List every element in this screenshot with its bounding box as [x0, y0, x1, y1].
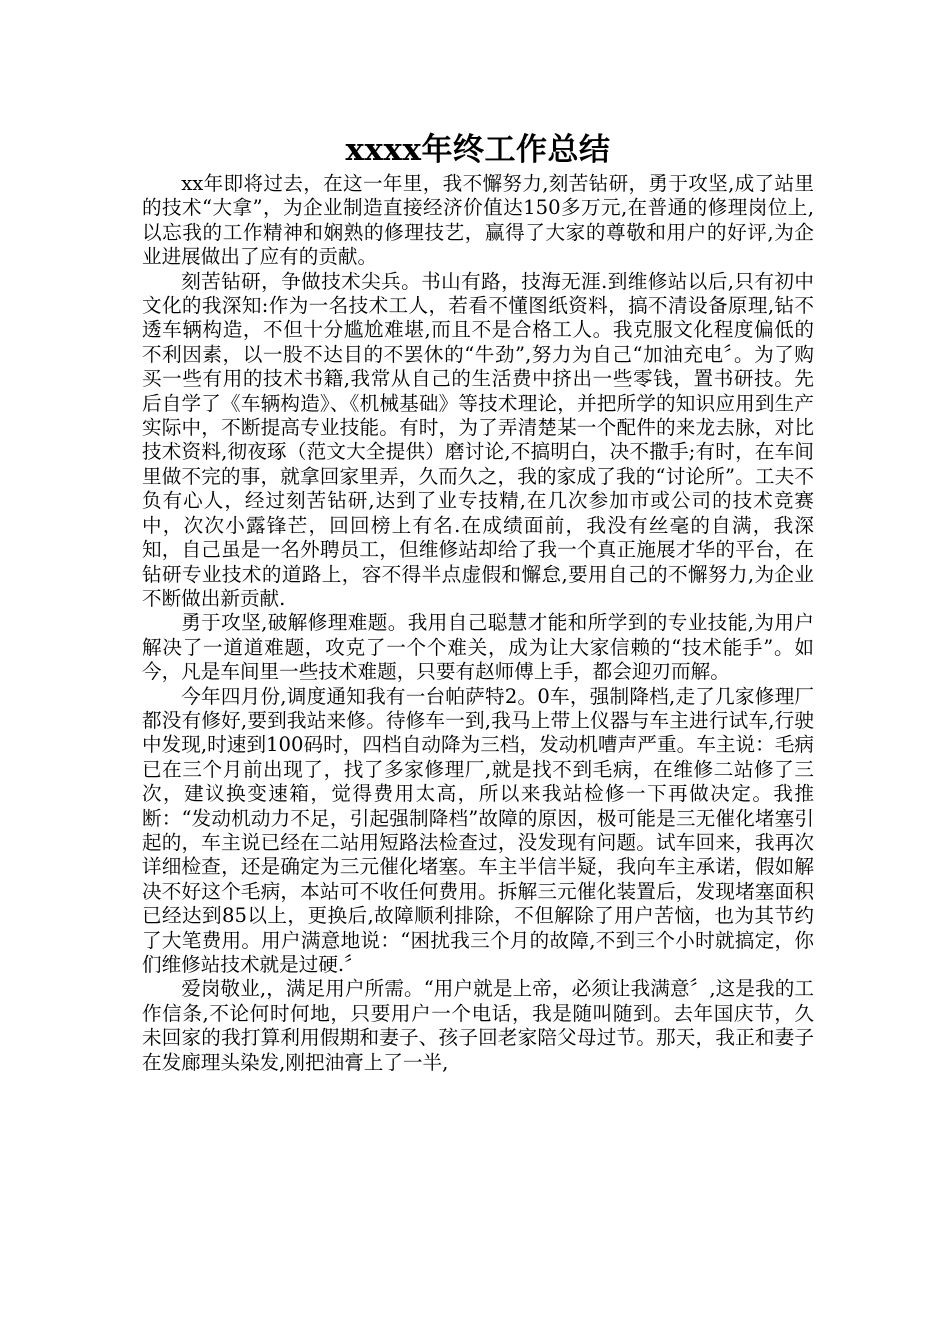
paragraph-3: 勇于攻坚,破解修理难题。我用自己聪慧才能和所学到的专业技能,为用户解决了一道道难题，攻克了一个个难关，成为让大家信赖的“技术能手”。如今，凡是车间里一些技术难题，只要有赵师傅上手，都会迎刃而解。 — [142, 611, 814, 684]
paragraph-5: 爱岗敬业,，满足用户所需。“用户就是上帝，必须让我满意〞,这是我的工作信条,不论何时何地，只要用户一个电话，我是随叫随到。去年国庆节，久未回家的我打算利用假期和妻子、孩子回老家陪父母过节。那天，我正和妻子在发廊理头染发,刚把油膏上了一半, — [142, 977, 814, 1074]
paragraph-1: xx年即将过去，在这一年里，我不懈努力,刻苦钻研，勇于攻坚,成了站里的技术“大拿”，为企业制造直接经济价值达150多万元,在普通的修理岗位上,以忘我的工作精神和娴熟的修理技艺，赢得了大家的尊敬和用户的好评,为企业进展做出了应有的贡献。 — [142, 172, 814, 269]
document-page — [142, 128, 814, 1075]
document-title: xxxx年终工作总结 — [345, 132, 611, 168]
paragraph-2: 刻苦钻研，争做技术尖兵。书山有路，技海无涯.到维修站以后,只有初中文化的我深知:作为一名技术工人，若看不懂图纸资料，搞不清设备原理,钻不透车辆构造，不但十分尴尬难堪,而且不是合格工人。我克服文化程度偏低的不利因素，以一股不达目的不罢休的“牛劲”,努力为自己“加油充电〞。为了购买一些有用的技术书籍,我常从自己的生活费中挤出一些零钱，置书研技。先后自学了《车辆构造》、《机械基础》等技术理论，并把所学的知识应用到生产实际中，不断提高专业技能。有时，为了弄清楚某一个配件的来龙去脉，对比技术资料,彻夜琢（范文大全提供）磨讨论,不搞明白，决不撒手;有时，在车间里做不完的事，就拿回家里弄，久而久之，我的家成了我的“讨论所”。工夫不负有心人，经过刻苦钻研,达到了业专技精,在几次参加市或公司的技术竞赛中，次次小露锋芒，回回榜上有名.在成绩面前，我没有丝毫的自满，我深知，自己虽是一名外聘员工，但维修站却给了我一个真正施展才华的平台，在钻研专业技术的道路上，容不得半点虚假和懈怠,要用自己的不懈努力,为企业不断做出新贡献. — [142, 269, 814, 610]
paragraph-4: 今年四月份,调度通知我有一台帕萨特2。0车，强制降档,走了几家修理厂都没有修好,要到我站来修。待修车一到,我马上带上仪器与车主进行试车,行驶中发现,时速到100码时，四档自动降为三档，发动机嘈声严重。车主说：毛病已在三个月前出现了，找了多家修理厂,就是找不到毛病，在维修二站修了三次，建议换变速箱，觉得费用太高，所以来我站检修一下再做决定。我推断：“发动机动力不足，引起强制降档”故障的原因，极可能是三无催化堵塞引起的，车主说已经在二站用短路法检查过，没发现有问题。试车回来，我再次详细检查，还是确定为三元催化堵塞。车主半信半疑，我向车主承诺，假如解决不好这个毛病，本站可不收任何费用。拆解三元催化装置后，发现堵塞面积已经达到85以上，更换后,故障顺利排除，不但解除了用户苦恼，也为其节约了大笔费用。用户满意地说：“困扰我三个月的故障,不到三个小时就搞定，你们维修站技术就是过硬.〞 — [142, 684, 814, 976]
